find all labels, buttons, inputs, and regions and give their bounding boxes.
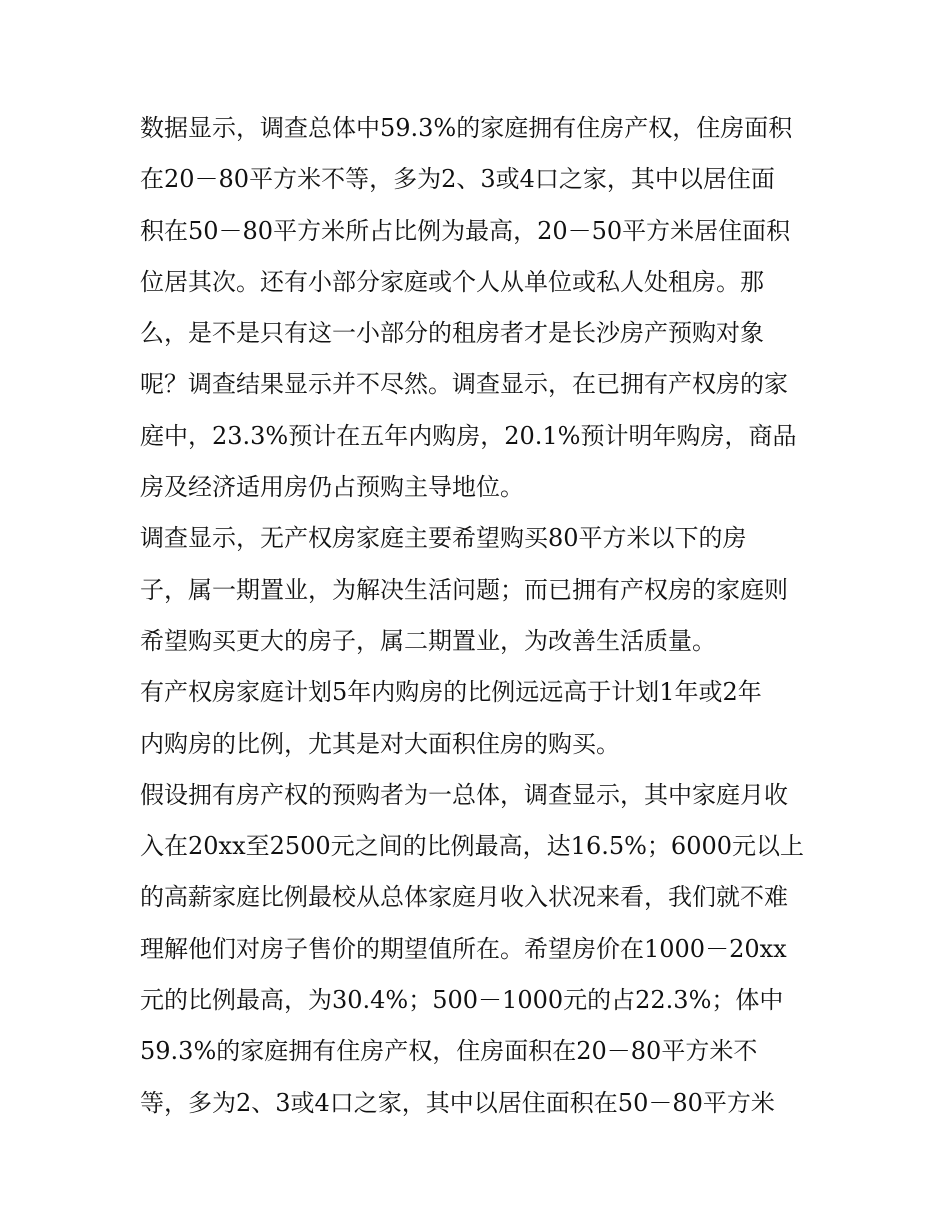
text-line: 么，是不是只有这一小部分的租房者才是长沙房产预购对象 xyxy=(140,319,764,348)
text-line: 内购房的比例，尤其是对大面积住房的购买。 xyxy=(140,729,620,758)
text-line: 数据显示，调查总体中59.3%的家庭拥有住房产权，住房面积 xyxy=(140,114,793,142)
text-line: 庭中，23.3%预计在五年内购房，20.1%预计明年购房，商品 xyxy=(140,421,797,450)
text-line: 理解他们对房子售价的期望值所在。希望房价在1000－20xx xyxy=(140,934,787,963)
text-line: 等，多为2、3或4口之家，其中以居住面积在50－80平方米 xyxy=(140,1088,775,1117)
text-line: 积在50－80平方米所占比例为最高，20－50平方米居住面积 xyxy=(140,216,791,245)
text-line: 在20－80平方米不等，多为2、3或4口之家，其中以居住面 xyxy=(140,165,775,194)
text-line: 房及经济适用房仍占预购主导地位。 xyxy=(140,473,524,502)
text-line: 入在20xx至2500元之间的比例最高，达16.5%；6000元以上 xyxy=(140,832,805,861)
text-line: 子，属一期置业，为解决生活问题；而已拥有产权房的家庭则 xyxy=(140,575,788,604)
body-text xyxy=(140,103,820,1129)
text-line: 有产权房家庭计划5年内购房的比例远远高于计划1年或2年 xyxy=(140,678,762,707)
text-line: 希望购买更大的房子，属二期置业，为改善生活质量。 xyxy=(140,626,716,655)
text-line: 调查显示，无产权房家庭主要希望购买80平方米以下的房 xyxy=(140,524,747,553)
text-line: 位居其次。还有小部分家庭或个人从单位或私人处租房。那 xyxy=(140,267,764,296)
text-line: 呢？调查结果显示并不尽然。调查显示，在已拥有产权房的家 xyxy=(140,370,788,399)
text-line: 元的比例最高，为30.4%；500－1000元的占22.3%；体中 xyxy=(140,986,784,1015)
text-line: 59.3%的家庭拥有住房产权，住房面积在20－80平方米不 xyxy=(140,1037,758,1066)
text-line: 假设拥有房产权的预购者为一总体，调查显示，其中家庭月收 xyxy=(140,780,788,809)
text-line: 的高薪家庭比例最校从总体家庭月收入状况来看，我们就不难 xyxy=(140,883,788,912)
